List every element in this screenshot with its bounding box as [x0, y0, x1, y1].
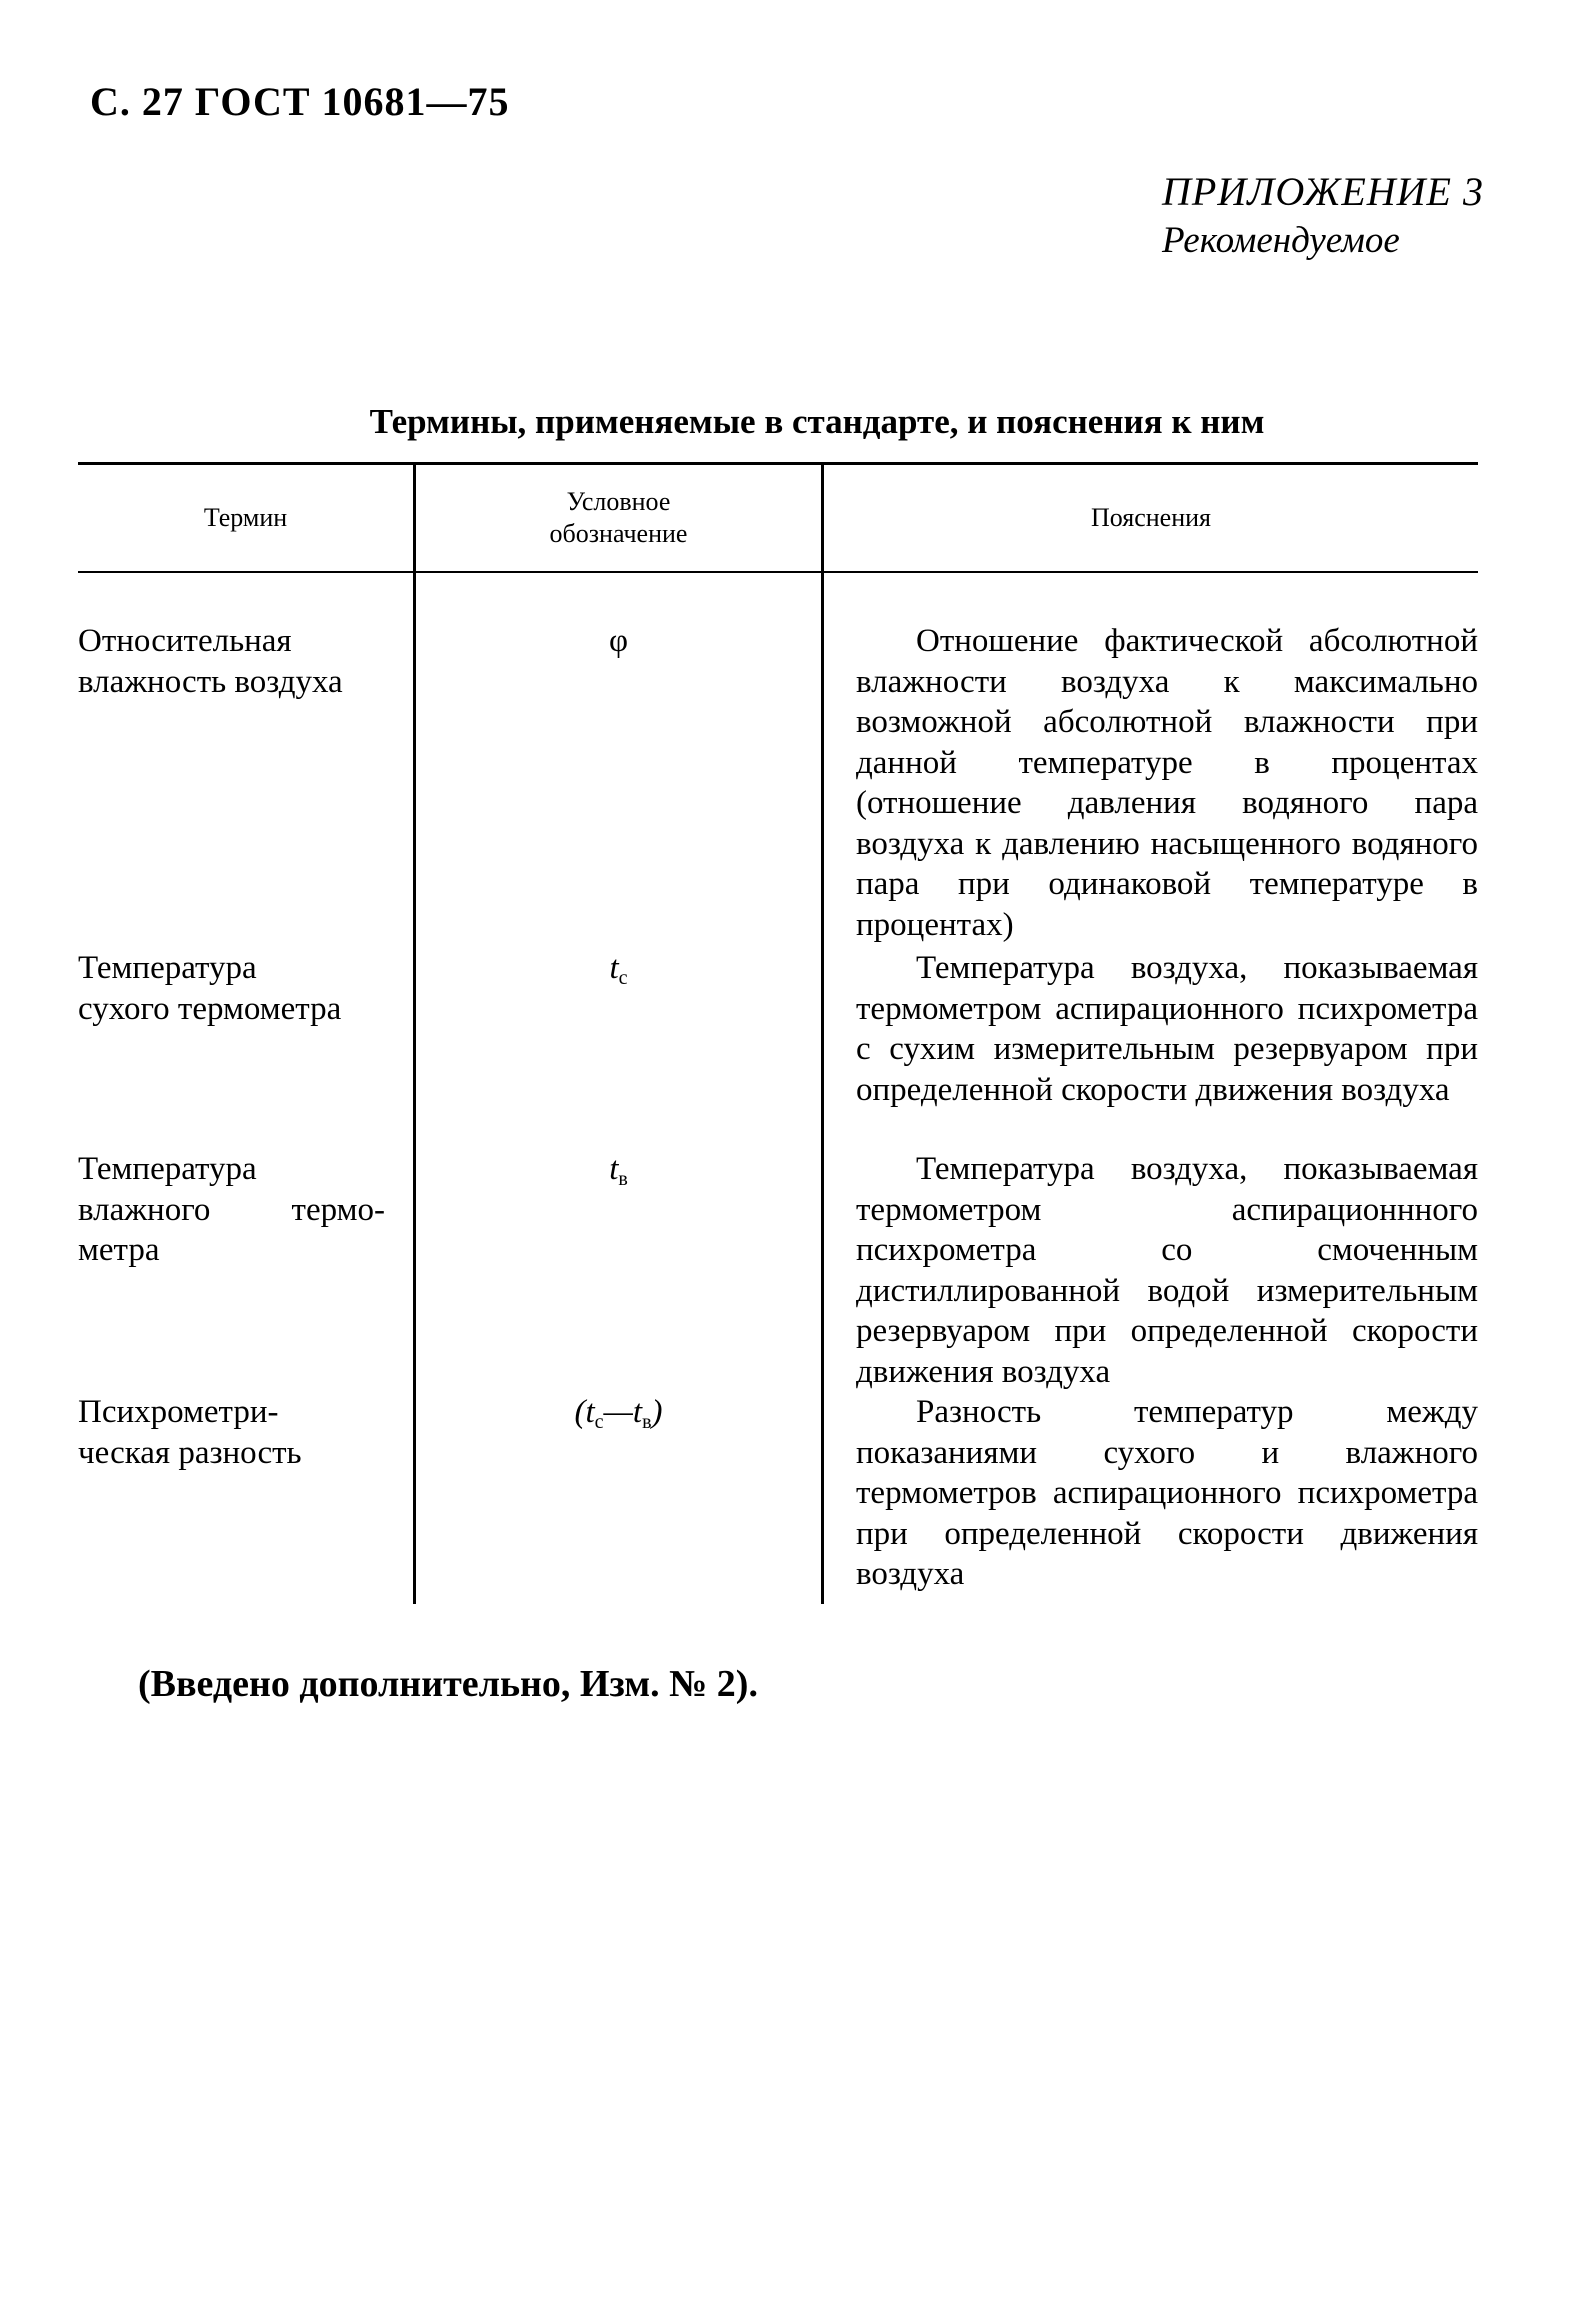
explanation-cell: Отношение фактической абсолютной влажности воздуха к максимально возможной абсолютной влажности при данной температуре в процентах (отношение давления водяного пара воздуха к давлению насыщенного водяного пара при одинаковой температуре в процентах) [821, 573, 1478, 948]
term-line: Относительная [78, 623, 292, 659]
column-header-symbol-line1: Условное [566, 487, 671, 516]
symbol-t-wet: $t_в$ [609, 1151, 628, 1190]
term-cell [78, 1149, 413, 1391]
appendix-label [1162, 168, 1484, 262]
term-line: метра [78, 1232, 160, 1268]
term-line: Температура [78, 1151, 257, 1187]
amendment-note: (Введено дополнительно, Изм. № 2). [138, 1663, 758, 1705]
term-line: влажного термо- [78, 1191, 385, 1228]
column-header-explanation: Пояснения [821, 465, 1478, 571]
terms-table [78, 462, 1478, 1604]
symbol-cell [413, 1149, 821, 1392]
appendix-title: ПРИЛОЖЕНИЕ 3 [1162, 169, 1484, 214]
table-title: Термины, применяемые в стандарте, и пояснения к ним [369, 402, 1265, 441]
term-line: ческая разность [78, 1434, 302, 1471]
table-header [78, 462, 1478, 573]
symbol-cell [413, 948, 821, 1149]
term-cell [78, 573, 413, 948]
term-line: Психрометри- [78, 1394, 279, 1430]
appendix-subtitle: Рекомендуемое [1162, 220, 1400, 261]
symbol-cell [413, 573, 821, 948]
table-body [78, 573, 1478, 1604]
explanation-cell: Температура воздуха, показываемая термометром аспирационного психрометра с сухим измерительным резервуаром при определенной скорости движения воздуха [821, 948, 1478, 1149]
column-header-symbol [413, 465, 821, 571]
term-cell [78, 948, 413, 1149]
term-line: сухого термометра [78, 990, 342, 1027]
page-header: С. 27 ГОСТ 10681—75 [90, 79, 510, 124]
explanation-cell: Разность температур между показаниями сухого и влажного термометров аспирационного психрометра при определенной скорости движения воздуха [821, 1392, 1478, 1604]
term-line: влажность воздуха [78, 663, 343, 700]
term-cell [78, 1392, 413, 1604]
symbol-psychrometric-difference: $(t_с—t_в)$ [574, 1394, 663, 1433]
term-line: Температура [78, 950, 257, 986]
symbol-cell [413, 1392, 821, 1604]
column-header-term: Термин [203, 503, 288, 532]
explanation-cell: Температура воздуха, показываемая термометром аспирационнного психрометра со смоченным дистиллированной водой измерительным резервуаром при определенной скорости движения воздуха [821, 1149, 1478, 1392]
column-header-symbol-line2: обозначение [549, 519, 688, 548]
symbol-phi: φ [608, 623, 629, 659]
symbol-t-dry: $t_с$ [609, 950, 628, 989]
